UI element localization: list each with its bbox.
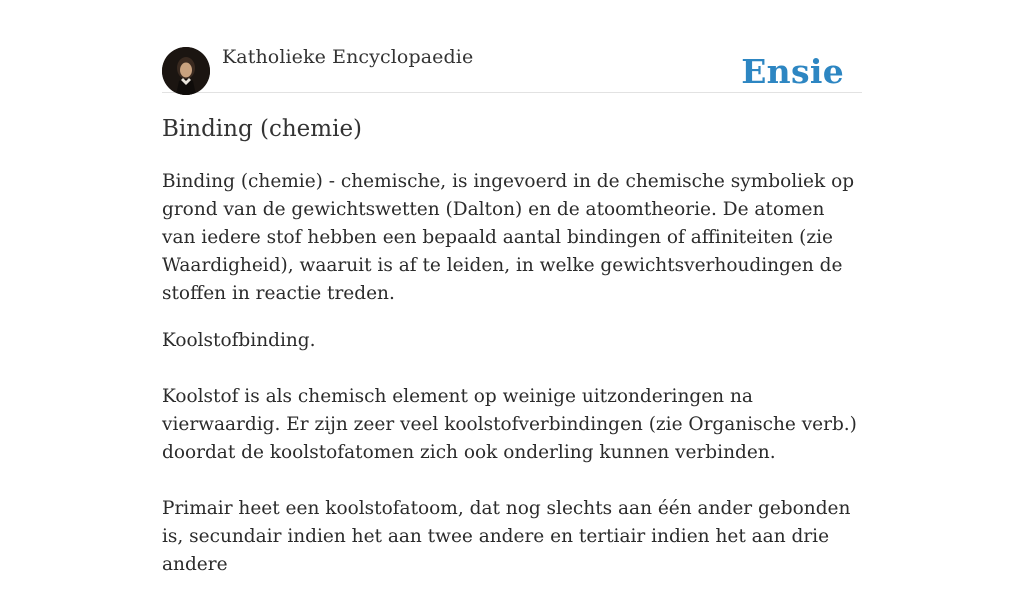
page [162,0,862,575]
header [162,0,862,93]
paragraph: Koolstof is als chemisch element op weinige uitzonderingen na vierwaardig. Er zijn zeer veel koolstofverbindingen (zie Organische verb.) doordat de koolstofatomen zich ook onderling kunnen verbinden. [162,386,857,463]
portrait-icon [162,47,210,95]
paragraph: Binding (chemie) - chemische, is ingevoerd in de chemische symboliek op grond van de gewichtswetten (Dalton) en de atoomtheorie. De atomen van iedere stof hebben een bepaald aantal bindingen of affiniteiten (zie Waardigheid), waaruit is af te leiden, in welke gewichtsverhoudingen de stoffen in reactie treden. [162,171,855,304]
avatar[interactable] [162,47,210,95]
paragraph: Primair heet een koolstofatoom, dat nog slechts aan één ander gebonden is, secundair indien het aan twee andere en tertiair indien het aan drie andere [162,498,851,575]
section-heading: Koolstofbinding. [162,330,316,351]
article-body [162,168,862,598]
article-title: Binding (chemie) [162,116,363,142]
brand-logo[interactable]: Ensie [741,52,844,91]
source-title[interactable]: Katholieke Encyclopaedie [222,46,474,68]
